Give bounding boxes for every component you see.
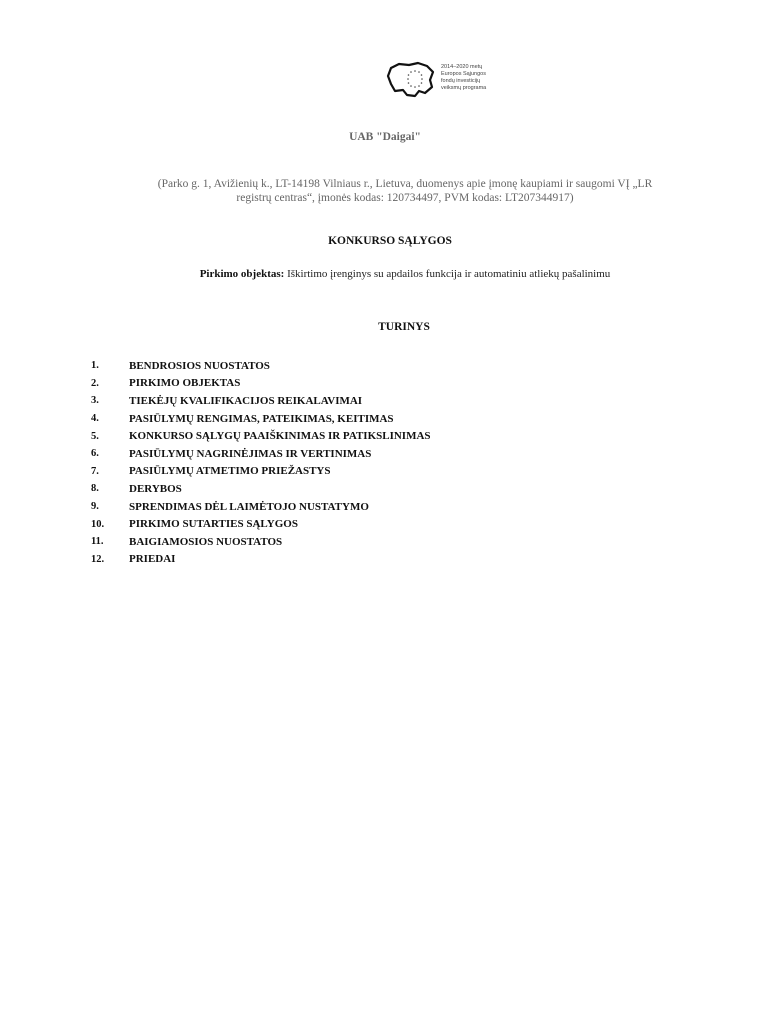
- lithuania-map-icon: [385, 60, 441, 100]
- toc-item-text: BAIGIAMOSIOS NUOSTATOS: [129, 535, 283, 548]
- procurement-object-value: Iškirtimo įrenginys su apdailos funkcija ir automatiniu atliekų pašalinimu: [287, 268, 611, 280]
- logo-line: veiksmų programa: [441, 85, 487, 91]
- eu-funds-logo: [385, 60, 495, 100]
- toc-item-text: BENDROSIOS NUOSTATOS: [129, 359, 270, 372]
- toc-item-text: PRIEDAI: [129, 553, 176, 566]
- toc-item-number: 2.: [91, 377, 99, 389]
- toc-item-number: 9.: [91, 501, 99, 513]
- logo-line: 2014–2020 metų: [441, 64, 483, 70]
- toc-item-number: 6.: [91, 448, 99, 460]
- toc-item-number: 4.: [91, 413, 99, 425]
- toc-item-number: 3.: [91, 395, 99, 407]
- toc-item-text: PASIŪLYMŲ RENGIMAS, PATEIKIMAS, KEITIMAS: [129, 412, 394, 425]
- toc-item-number: 1.: [91, 360, 99, 372]
- toc-item[interactable]: [91, 392, 511, 410]
- toc-item-text: PIRKIMO SUTARTIES SĄLYGOS: [129, 518, 298, 531]
- toc-item-number: 11.: [91, 536, 104, 548]
- toc-item[interactable]: [91, 551, 511, 569]
- toc-item-text: PIRKIMO OBJEKTAS: [129, 377, 241, 390]
- company-name: UAB "Daigai": [349, 131, 421, 143]
- toc-item[interactable]: [91, 410, 511, 428]
- logo-caption: [441, 64, 486, 92]
- toc-item[interactable]: [91, 498, 511, 516]
- procurement-object: [0, 268, 770, 280]
- logo-line: fondų investicijų: [441, 78, 481, 84]
- toc-item[interactable]: [91, 375, 511, 393]
- toc-item[interactable]: [91, 445, 511, 463]
- toc-item-text: PASIŪLYMŲ NAGRINĖJIMAS IR VERTINIMAS: [129, 447, 372, 460]
- toc-item-number: 12.: [91, 553, 105, 565]
- toc-item-number: 8.: [91, 483, 99, 495]
- toc-item[interactable]: [91, 357, 511, 375]
- eu-stars-circle: [407, 70, 423, 88]
- table-of-contents: [91, 357, 511, 568]
- logo-line: Europos Sąjungos: [441, 71, 486, 77]
- toc-item[interactable]: [91, 533, 511, 551]
- toc-item-number: 5.: [91, 430, 99, 442]
- toc-item-text: KONKURSO SĄLYGŲ PAAIŠKINIMAS IR PATIKSLINIMAS: [129, 430, 431, 443]
- toc-item[interactable]: [91, 427, 511, 445]
- toc-item[interactable]: [91, 480, 511, 498]
- toc-item[interactable]: [91, 463, 511, 481]
- toc-item-text: PASIŪLYMŲ ATMETIMO PRIEŽASTYS: [129, 465, 331, 478]
- company-address: (Parko g. 1, Avižienių k., LT-14198 Vilniaus r., Lietuva, duomenys apie įmonę kaupiami ir saugomi VĮ „LR registrų centras“, įmonės kodas: 120734497, PVM kodas: LT207344917): [157, 178, 653, 204]
- toc-item[interactable]: [91, 515, 511, 533]
- toc-item-number: 7.: [91, 465, 99, 477]
- procurement-object-label: Pirkimo objektas:: [199, 268, 285, 280]
- toc-title: TURINYS: [378, 321, 430, 333]
- toc-item-number: 10.: [91, 518, 105, 530]
- document-title: KONKURSO SĄLYGOS: [328, 235, 452, 247]
- toc-item-text: TIEKĖJŲ KVALIFIKACIJOS REIKALAVIMAI: [129, 394, 363, 407]
- toc-item-text: DERYBOS: [129, 482, 182, 495]
- toc-item-text: SPRENDIMAS DĖL LAIMĖTOJO NUSTATYMO: [129, 500, 369, 513]
